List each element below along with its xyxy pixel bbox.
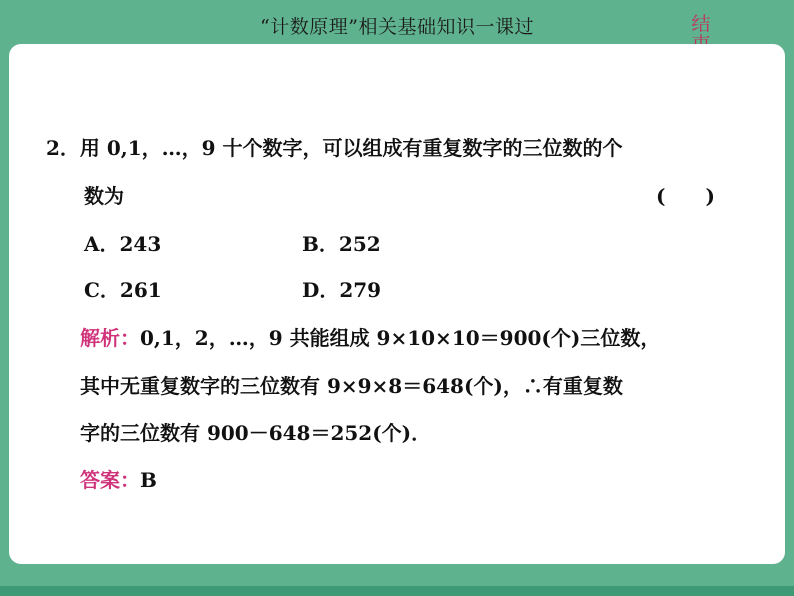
solution-text-1: 0,1，2，…，9 共能组成 9×10×10＝900(个)三位数，	[140, 326, 661, 350]
answer-label: 答案：	[80, 468, 140, 492]
answer-line	[80, 464, 157, 493]
solution-label: 解析：	[80, 326, 140, 350]
solution-line-2: 其中无重复数字的三位数有 9×9×8＝648(个)，∴有重复数	[80, 374, 623, 398]
question-number: 2．	[46, 136, 80, 160]
option-a: A．243	[84, 232, 162, 256]
question-line-2: 数为	[84, 184, 124, 208]
page-title: “计数原理”相关基础知识一课过	[260, 16, 534, 38]
bottom-band	[0, 586, 794, 596]
end-button-char-1: 结	[691, 13, 711, 35]
question-line-1	[46, 132, 623, 161]
option-d: D．279	[302, 278, 382, 302]
option-c: C．261	[84, 278, 162, 302]
solution-line-1	[80, 322, 660, 351]
option-b: B．252	[302, 232, 381, 256]
answer-value: B	[140, 468, 157, 492]
question-text-1: 用 0,1，…，9 十个数字，可以组成有重复数字的三位数的个	[79, 136, 623, 160]
answer-blank: ( )	[656, 184, 715, 208]
solution-line-3: 字的三位数有 900－648＝252(个)．	[80, 421, 432, 445]
